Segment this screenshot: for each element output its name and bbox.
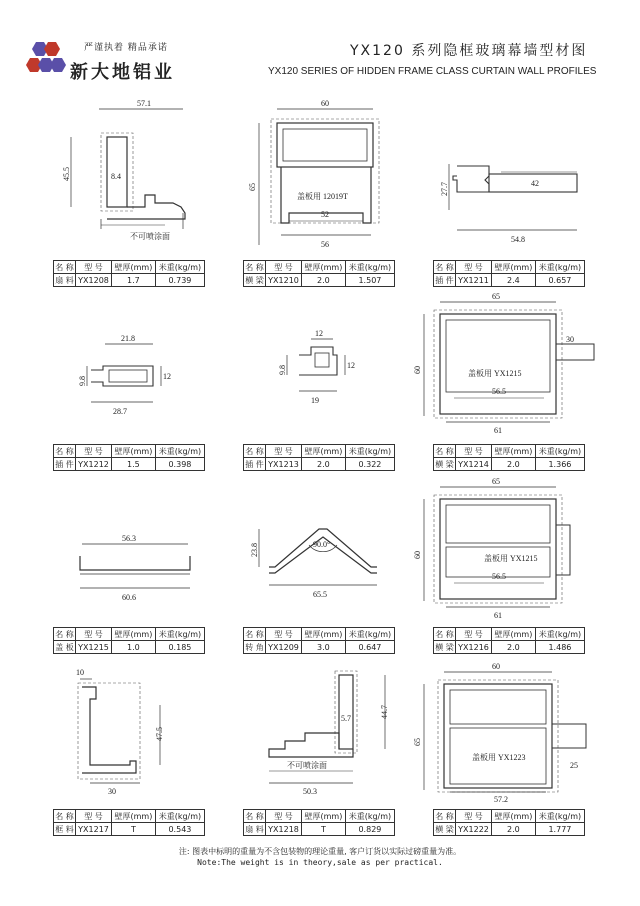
column-header: 名 称: [435, 262, 454, 272]
column-header: 型 号: [76, 261, 112, 274]
dim-label: 60: [413, 366, 422, 374]
profile-name: 插 件: [55, 459, 74, 469]
profile-weight: 1.777: [535, 823, 584, 836]
column-header: 型 号: [76, 810, 112, 823]
column-header: 米重(kg/m): [535, 810, 584, 823]
dim-label: 60: [413, 551, 422, 559]
dim-label: 23.8: [250, 543, 259, 557]
spec-table-yx1218: [243, 809, 395, 836]
column-header: 名 称: [55, 262, 74, 272]
dim-label: 50.3: [303, 787, 317, 796]
profile-model: YX1208: [76, 274, 112, 287]
column-header: 型 号: [266, 445, 302, 458]
profile-model: YX1213: [266, 458, 302, 471]
table-header-row: [434, 261, 585, 274]
table-header-row: [434, 445, 585, 458]
spec-table-yx1216: [433, 627, 585, 654]
profile-weight: 0.543: [155, 823, 204, 836]
profile-name: 扇 料: [245, 824, 264, 834]
profile-thickness: T: [111, 823, 155, 836]
profile-drawing-yx1216: [410, 475, 595, 620]
spec-table-yx1208: [53, 260, 205, 287]
column-header: 型 号: [266, 261, 302, 274]
profile-weight: 1.486: [535, 641, 584, 654]
spec-table-yx1210: [243, 260, 395, 287]
table-row: [434, 458, 585, 471]
spec-table-yx1214: [433, 444, 585, 471]
table-row: [54, 274, 205, 287]
dim-label: 30: [566, 335, 574, 344]
profile-drawing-yx1213: [275, 325, 375, 415]
profile-name: 插 件: [435, 275, 454, 285]
dim-label: 56.3: [122, 534, 136, 543]
profile-thickness: 2.0: [301, 458, 345, 471]
spec-table-yx1209: [243, 627, 395, 654]
profile-drawing-yx1214: [410, 290, 595, 435]
table-header-row: [54, 810, 205, 823]
profile-thickness: 1.5: [111, 458, 155, 471]
dim-label: 56.5: [492, 572, 506, 581]
dim-label: 61: [494, 426, 502, 435]
profile-weight: 1.366: [535, 458, 584, 471]
profile-model: YX1212: [76, 458, 112, 471]
profile-drawing-yx1209: [245, 515, 395, 605]
profile-weight: 0.739: [155, 274, 204, 287]
profile-model: YX1216: [456, 641, 492, 654]
profile-weight: 0.657: [535, 274, 584, 287]
dim-label: 9.8: [278, 365, 287, 375]
column-header: 壁厚(mm): [491, 810, 535, 823]
table-row: [54, 823, 205, 836]
column-header: 壁厚(mm): [111, 810, 155, 823]
profile-name: 框 料: [55, 824, 74, 834]
company-logo: [26, 40, 66, 76]
profile-drawing-yx1210: [245, 95, 405, 255]
dim-label: 45.5: [62, 167, 71, 181]
column-header: 壁厚(mm): [111, 261, 155, 274]
profile-model: YX1214: [456, 458, 492, 471]
drawing-note: 不可喷涂面: [130, 232, 170, 241]
column-header: 型 号: [456, 810, 492, 823]
column-header: 米重(kg/m): [345, 628, 394, 641]
profile-model: YX1222: [456, 823, 492, 836]
table-row: [244, 641, 395, 654]
profile-thickness: T: [301, 823, 345, 836]
dim-label: 8.4: [111, 172, 121, 181]
profile-thickness: 3.0: [301, 641, 345, 654]
dim-label: 52: [321, 210, 329, 219]
dim-label: 21.8: [121, 334, 135, 343]
table-row: [244, 274, 395, 287]
dim-label: 12: [163, 372, 171, 381]
dim-label: 5.7: [341, 714, 351, 723]
table-header-row: [434, 628, 585, 641]
column-header: 壁厚(mm): [491, 628, 535, 641]
spec-table-yx1222: [433, 809, 585, 836]
table-header-row: [244, 445, 395, 458]
profile-model: YX1218: [266, 823, 302, 836]
dim-label: 12: [347, 361, 355, 370]
column-header: 名 称: [55, 629, 74, 639]
page-subtitle: YX120 SERIES OF HIDDEN FRAME CLASS CURTAIN WALL PROFILES: [268, 66, 597, 77]
profile-model: YX1211: [456, 274, 492, 287]
column-header: 型 号: [76, 445, 112, 458]
dim-label: 54.8: [511, 235, 525, 244]
column-header: 米重(kg/m): [535, 628, 584, 641]
profile-name: 横 梁: [245, 275, 264, 285]
drawing-note: 盖板用 12019T: [297, 192, 348, 201]
footer-note-cn: 注: 图表中标明的重量为不含包装物的理论重量, 客户订货以实际过磅重量为准。: [178, 847, 462, 856]
profile-name: 扇 料: [55, 275, 74, 285]
column-header: 壁厚(mm): [301, 445, 345, 458]
spec-table-yx1217: [53, 809, 205, 836]
column-header: 名 称: [245, 629, 264, 639]
brand-name: 新大地铝业: [70, 62, 175, 83]
column-header: 壁厚(mm): [111, 445, 155, 458]
profile-thickness: 2.4: [491, 274, 535, 287]
table-row: [434, 274, 585, 287]
dim-label: 28.7: [113, 407, 127, 416]
dim-label: 65: [248, 183, 257, 191]
dim-label: 60: [321, 99, 329, 108]
profile-thickness: 1.0: [111, 641, 155, 654]
dim-label: 61: [494, 611, 502, 620]
table-header-row: [244, 810, 395, 823]
dim-label: 57.2: [494, 795, 508, 804]
column-header: 名 称: [245, 446, 264, 456]
column-header: 壁厚(mm): [301, 261, 345, 274]
column-header: 名 称: [435, 446, 454, 456]
dim-label: 57.1: [137, 99, 151, 108]
profile-weight: 0.647: [345, 641, 394, 654]
dim-label: 60: [492, 662, 500, 671]
page-title: YX120 系列隐框玻璃幕墙型材图: [350, 43, 588, 59]
column-header: 名 称: [435, 811, 454, 821]
profile-weight: 1.507: [345, 274, 394, 287]
profile-weight: 0.322: [345, 458, 394, 471]
footer-note-en: Note:The weight is in theory,sale as per practical.: [197, 858, 443, 867]
profile-name: 盖 板: [55, 642, 74, 652]
column-header: 壁厚(mm): [301, 810, 345, 823]
column-header: 壁厚(mm): [301, 628, 345, 641]
profile-drawing-yx1217: [60, 665, 180, 800]
dim-label: 42: [531, 179, 539, 188]
profile-weight: 0.398: [155, 458, 204, 471]
dim-label: 9.8: [78, 376, 87, 386]
column-header: 型 号: [76, 628, 112, 641]
table-header-row: [54, 628, 205, 641]
profile-thickness: 2.0: [301, 274, 345, 287]
profile-model: YX1217: [76, 823, 112, 836]
table-row: [244, 823, 395, 836]
table-header-row: [244, 628, 395, 641]
dim-label: 47.5: [155, 727, 164, 741]
column-header: 名 称: [435, 629, 454, 639]
profile-drawing-yx1211: [435, 150, 595, 250]
profile-name: 转 角: [245, 642, 264, 652]
column-header: 型 号: [456, 261, 492, 274]
table-header-row: [54, 445, 205, 458]
spec-table-yx1212: [53, 444, 205, 471]
dim-label: 65.5: [313, 590, 327, 599]
table-row: [54, 458, 205, 471]
table-row: [434, 823, 585, 836]
profile-drawing-yx1222: [410, 660, 595, 805]
spec-table-yx1211: [433, 260, 585, 287]
profile-name: 插 件: [245, 459, 264, 469]
column-header: 壁厚(mm): [111, 628, 155, 641]
table-header-row: [54, 261, 205, 274]
profile-model: YX1210: [266, 274, 302, 287]
profile-model: YX1215: [76, 641, 112, 654]
profile-drawing-yx1212: [75, 330, 195, 420]
drawing-note: 盖板用 YX1223: [472, 753, 526, 762]
dim-label: 56: [321, 240, 329, 249]
dim-label: 65: [492, 477, 500, 486]
profile-thickness: 2.0: [491, 641, 535, 654]
dim-label: 12: [315, 329, 323, 338]
column-header: 米重(kg/m): [155, 810, 204, 823]
column-header: 米重(kg/m): [155, 261, 204, 274]
column-header: 米重(kg/m): [155, 628, 204, 641]
table-header-row: [434, 810, 585, 823]
brand-slogan: 严谨执着 精品承诺: [84, 43, 168, 53]
dim-label: 25: [570, 761, 578, 770]
column-header: 型 号: [266, 628, 302, 641]
profile-drawing-yx1208: [55, 95, 215, 255]
profile-name: 横 梁: [435, 642, 454, 652]
profile-thickness: 2.0: [491, 823, 535, 836]
profile-name: 横 梁: [435, 459, 454, 469]
dim-label: 65: [413, 738, 422, 746]
column-header: 名 称: [55, 446, 74, 456]
profile-drawing-yx1218: [245, 665, 395, 800]
drawing-note: 盖板用 YX1215: [468, 369, 522, 378]
column-header: 米重(kg/m): [345, 445, 394, 458]
dim-label: 90.0°: [313, 540, 331, 549]
column-header: 名 称: [245, 262, 264, 272]
profile-weight: 0.185: [155, 641, 204, 654]
column-header: 米重(kg/m): [535, 445, 584, 458]
column-header: 壁厚(mm): [491, 261, 535, 274]
table-row: [434, 641, 585, 654]
profile-weight: 0.829: [345, 823, 394, 836]
profile-name: 横 梁: [435, 824, 454, 834]
spec-table-yx1213: [243, 444, 395, 471]
column-header: 米重(kg/m): [345, 810, 394, 823]
drawing-note: 不可喷涂面: [287, 761, 327, 770]
column-header: 型 号: [456, 628, 492, 641]
profile-thickness: 1.7: [111, 274, 155, 287]
column-header: 米重(kg/m): [535, 261, 584, 274]
profile-thickness: 2.0: [491, 458, 535, 471]
column-header: 米重(kg/m): [345, 261, 394, 274]
dim-label: 56.5: [492, 387, 506, 396]
column-header: 名 称: [245, 811, 264, 821]
dim-label: 27.7: [440, 182, 449, 196]
column-header: 名 称: [55, 811, 74, 821]
dim-label: 60.6: [122, 593, 136, 602]
table-row: [244, 458, 395, 471]
profile-model: YX1209: [266, 641, 302, 654]
column-header: 型 号: [266, 810, 302, 823]
spec-table-yx1215: [53, 627, 205, 654]
column-header: 壁厚(mm): [491, 445, 535, 458]
column-header: 米重(kg/m): [155, 445, 204, 458]
table-row: [54, 641, 205, 654]
dim-label: 65: [492, 292, 500, 301]
dim-label: 30: [108, 787, 116, 796]
dim-label: 19: [311, 396, 319, 405]
column-header: 型 号: [456, 445, 492, 458]
dim-label: 10: [76, 668, 84, 677]
dim-label: 44.7: [380, 705, 389, 719]
profile-drawing-yx1215: [70, 530, 200, 605]
table-header-row: [244, 261, 395, 274]
drawing-note: 盖板用 YX1215: [484, 554, 538, 563]
